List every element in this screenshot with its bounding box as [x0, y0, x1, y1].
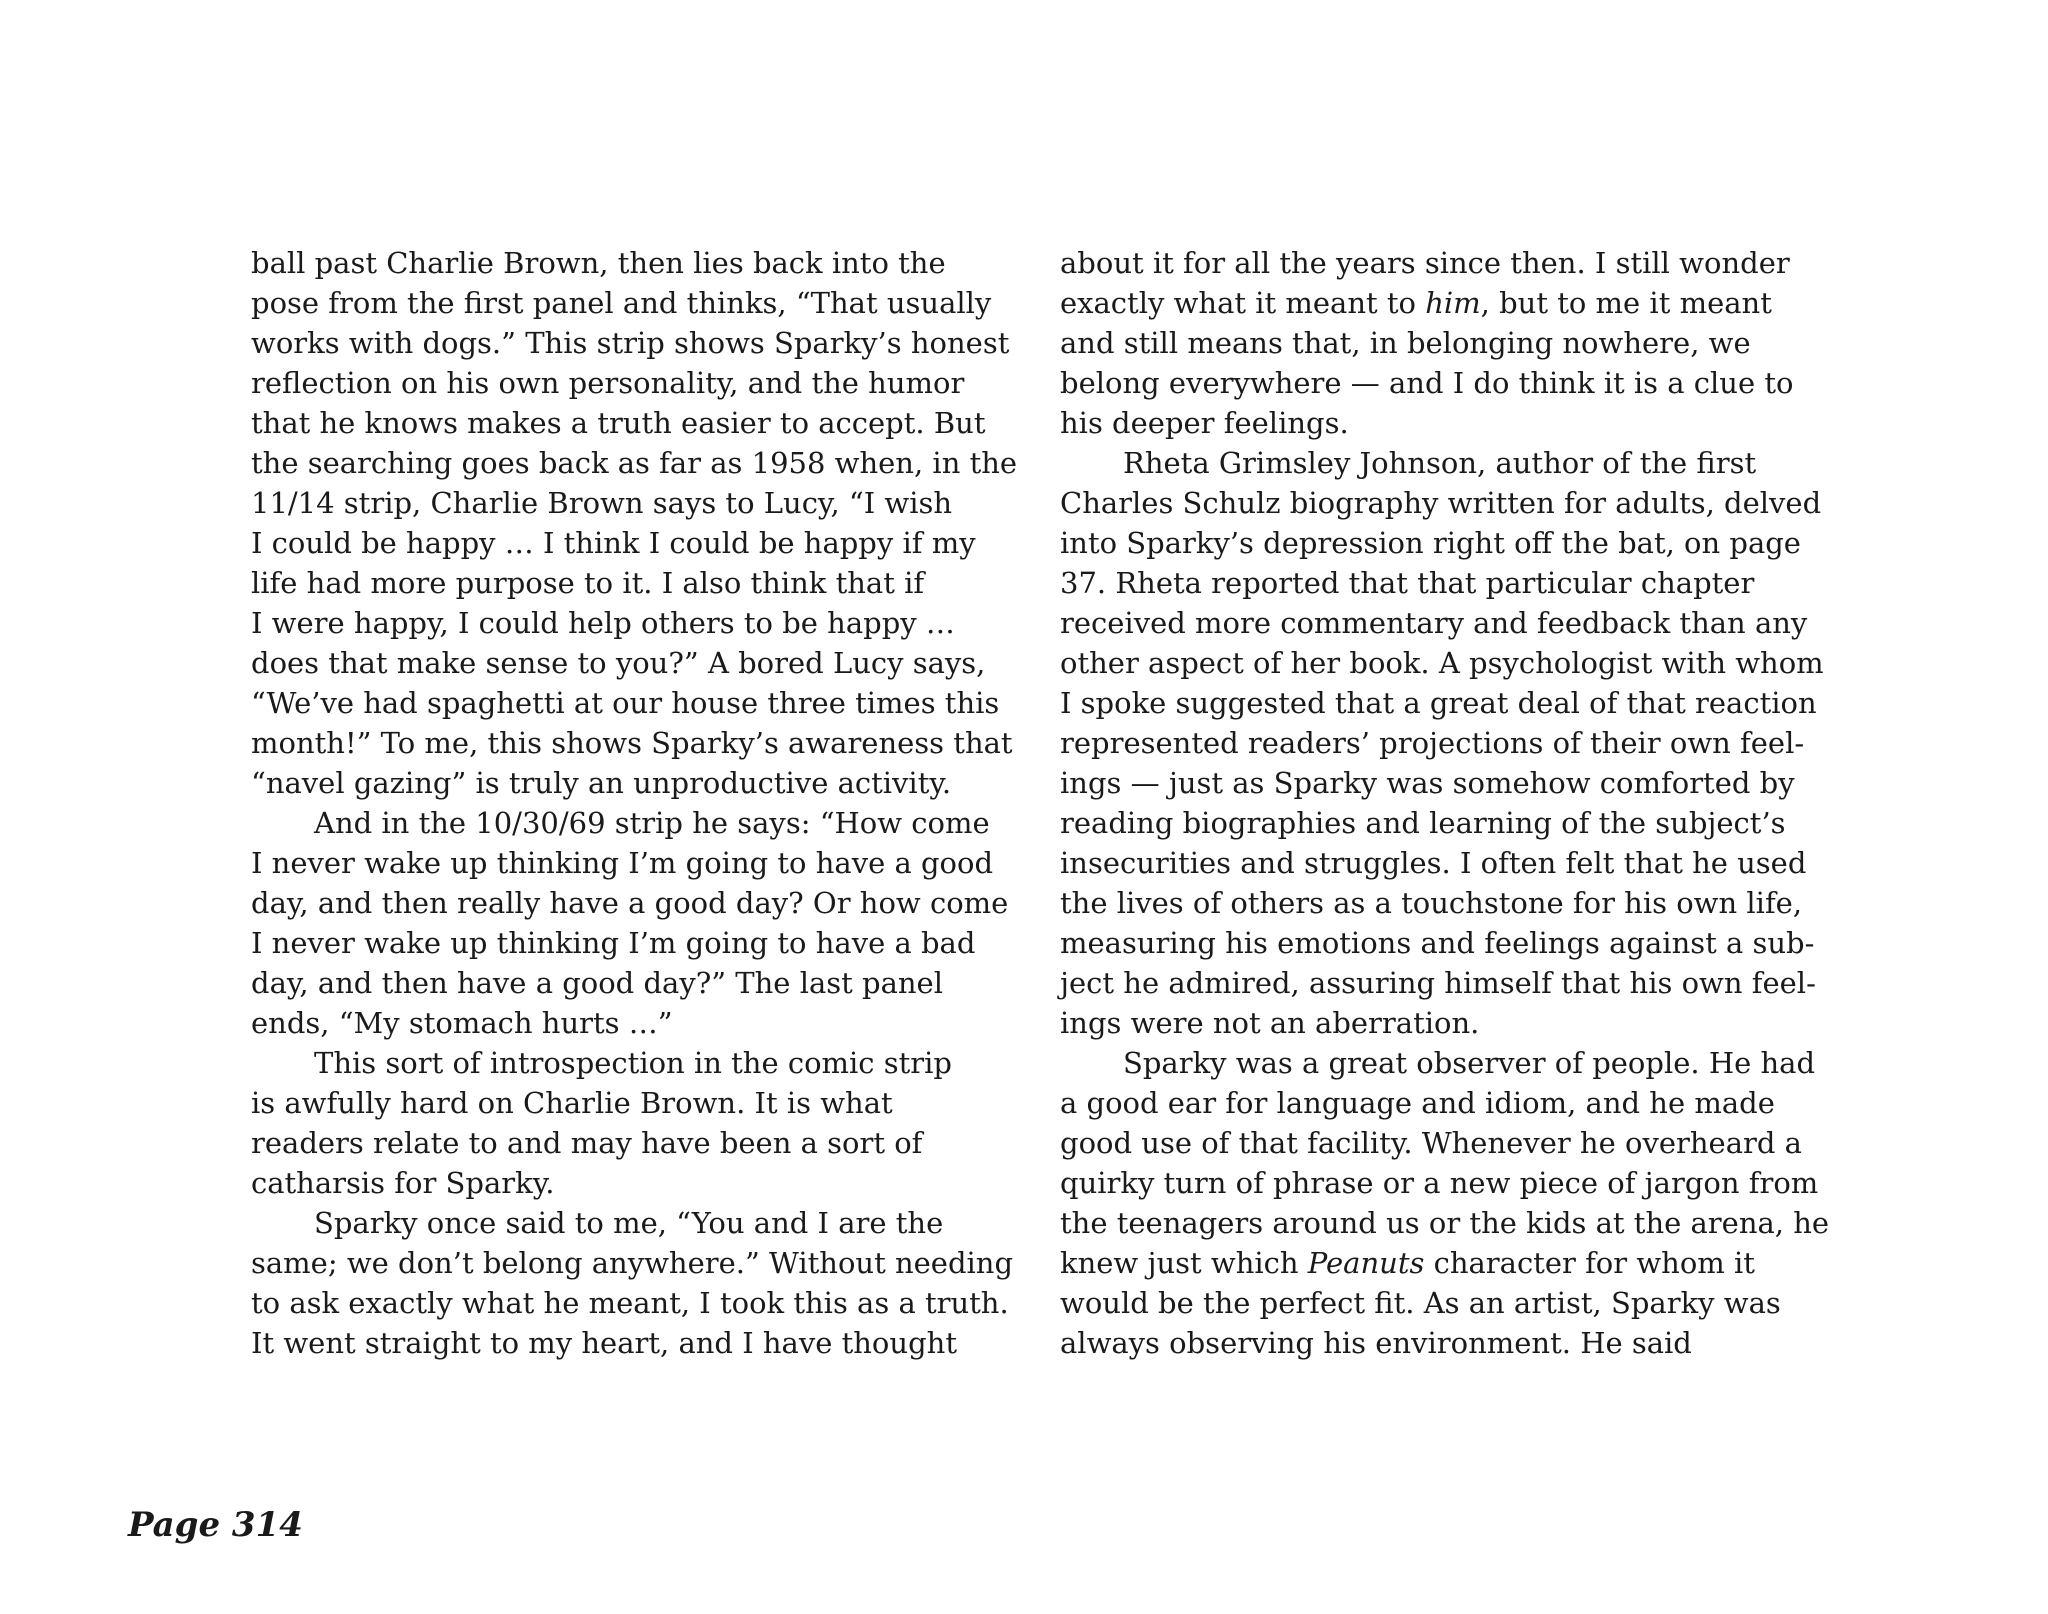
right_column-line: would be the perfect fit. As an artist, Sparky was: [1060, 1286, 1781, 1320]
right_column-line: received more commentary and feedback than any: [1060, 606, 1808, 640]
left_column-line: works with dogs.” This strip shows Sparky’s honest: [251, 326, 1010, 360]
right_column-line: the lives of others as a touchstone for his own life,: [1060, 886, 1803, 920]
right_column-line: knew just which Peanuts character for whom it: [1060, 1246, 1755, 1280]
left_column-line: “We’ve had spaghetti at our house three times this: [251, 686, 1000, 720]
right_column-line: Charles Schulz biography written for adults, delved: [1060, 486, 1822, 520]
right_column-line: the teenagers around us or the kids at the arena, he: [1060, 1206, 1830, 1240]
left-text-column: [251, 243, 1018, 1363]
right_column-line: his deeper feelings.: [1060, 406, 1349, 440]
right_column-line: I spoke suggested that a great deal of that reaction: [1060, 686, 1817, 720]
right-text-column: [1060, 243, 1830, 1363]
right_column-line: good use of that facility. Whenever he overheard a: [1060, 1126, 1802, 1160]
left_column-line: I could be happy … I think I could be happy if my: [251, 526, 976, 560]
left_column-line: day, and then really have a good day? Or how come: [251, 886, 1009, 920]
page-number: Page 314: [128, 1505, 303, 1545]
left_column-line: life had more purpose to it. I also think that if: [251, 566, 925, 600]
left_column-line: is awfully hard on Charlie Brown. It is what: [251, 1086, 893, 1120]
left_column-line: I never wake up thinking I’m going to have a bad: [251, 926, 976, 960]
right_column-line: always observing his environment. He said: [1060, 1326, 1692, 1360]
right_column-line: Rheta Grimsley Johnson, author of the first: [1123, 446, 1757, 480]
right_column-line: ject he admired, assuring himself that his own feel-: [1060, 966, 1816, 1000]
left_column-line: the searching goes back as far as 1958 when, in the: [251, 446, 1018, 480]
left_column-line: pose from the first panel and thinks, “That usually: [251, 286, 992, 320]
right_column-line: and still means that, in belonging nowhere, we: [1060, 326, 1751, 360]
left_column-line: This sort of introspection in the comic strip: [314, 1046, 952, 1080]
left_column-line: ball past Charlie Brown, then lies back into the: [251, 246, 946, 280]
right_column-line: other aspect of her book. A psychologist with whom: [1060, 646, 1824, 680]
right_column-line: ings — just as Sparky was somehow comforted by: [1060, 766, 1795, 800]
left_column-line: readers relate to and may have been a sort of: [251, 1126, 923, 1160]
left_column-line: 11/14 strip, Charlie Brown says to Lucy, “I wish: [251, 486, 953, 520]
left_column-line: to ask exactly what he meant, I took this as a truth.: [251, 1286, 1009, 1320]
left_column-line: Sparky once said to me, “You and I are the: [314, 1206, 944, 1240]
left_column-line: reflection on his own personality, and the humor: [251, 366, 965, 400]
right_column-line: reading biographies and learning of the subject’s: [1060, 806, 1786, 840]
right_column-line: measuring his emotions and feelings against a sub-: [1060, 926, 1815, 960]
right_column-line: quirky turn of phrase or a new piece of jargon from: [1060, 1166, 1819, 1200]
left_column-line: day, and then have a good day?” The last panel: [251, 966, 943, 1000]
right_column-line: about it for all the years since then. I still wonder: [1060, 246, 1790, 280]
right_column-line: insecurities and struggles. I often felt that he used: [1060, 846, 1807, 880]
left_column-line: catharsis for Sparky.: [251, 1166, 555, 1200]
right_column-line: ings were not an aberration.: [1060, 1006, 1480, 1040]
left_column-line: “navel gazing” is truly an unproductive activity.: [251, 766, 952, 800]
right_column-line: into Sparky’s depression right off the bat, on page: [1060, 526, 1801, 560]
right_column-line: exactly what it meant to him, but to me it meant: [1060, 286, 1772, 320]
left_column-line: does that make sense to you?” A bored Lucy says,: [251, 646, 986, 680]
right_column-line: represented readers’ projections of their own feel-: [1060, 726, 1805, 760]
left_column-line: month!” To me, this shows Sparky’s awareness that: [251, 726, 1013, 760]
left_column-line: It went straight to my heart, and I have thought: [251, 1326, 957, 1360]
right_column-line: a good ear for language and idiom, and he made: [1060, 1086, 1775, 1120]
left_column-line: ends, “My stomach hurts …”: [251, 1006, 673, 1040]
left_column-line: I never wake up thinking I’m going to have a good: [251, 846, 994, 880]
right_column-line: Sparky was a great observer of people. He had: [1123, 1046, 1816, 1080]
left_column-line: And in the 10/30/69 strip he says: “How come: [314, 806, 990, 840]
left_column-line: same; we don’t belong anywhere.” Without needing: [251, 1246, 1014, 1280]
left_column-line: I were happy, I could help others to be happy …: [251, 606, 955, 640]
right_column-line: 37. Rheta reported that that particular chapter: [1060, 566, 1755, 600]
left_column-line: that he knows makes a truth easier to accept. But: [251, 406, 986, 440]
right_column-line: belong everywhere — and I do think it is a clue to: [1060, 366, 1794, 400]
